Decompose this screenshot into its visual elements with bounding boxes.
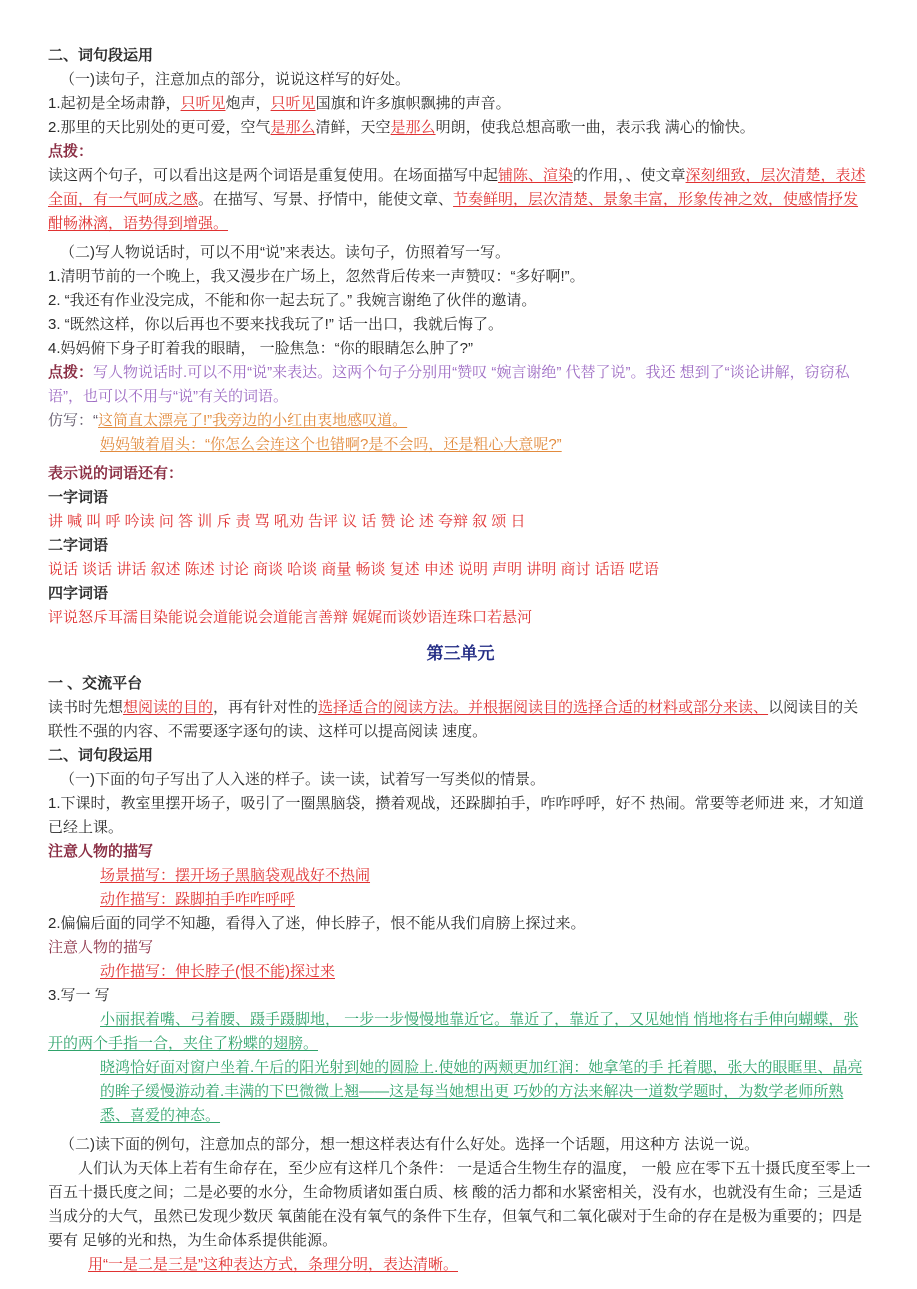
action-description-2: [100, 960, 873, 984]
conclusion-text: 用“一是二是三是”这种表达方式，条理分明，表达清晰。: [88, 1256, 458, 1273]
pointer-paragraph-2: [48, 361, 873, 409]
pointer-label: 点拨：: [48, 143, 94, 160]
unit3-title: 第三单元: [426, 644, 495, 663]
highlighted-phrase: 只听见: [180, 95, 226, 112]
pointer-label: 点拨：: [48, 364, 94, 381]
two-char-words-list: 说话 谈话 讲话 叙述 陈述 讨论 商谈 哈谈 商量 畅谈 复述 申述 说明 声明 讲明 商讨 话语 呓语: [48, 561, 659, 578]
annotation-text: 动作描写：伸长脖子(恨不能)探过来: [100, 963, 335, 980]
section2-question2: （二)读下面的例句，注意加点的部分，想一想这样表达有什么好处。选择一个话题，用这种方 法说一说。: [60, 1136, 760, 1153]
words-heading: 表示说的词语还有：: [48, 465, 184, 482]
one-char-words-list: 讲 喊 叫 呼 吟读 问 答 训 斥 责 骂 吼劝 告评 议 话 赞 论 述 夸辩 叙 颂 日: [48, 513, 526, 530]
class-scene-sentence: 1.下课时，教室里摆开场子，吸引了一圈黑脑袋，攒着观战，还跺脚拍手，咋咋呼呼，好不 热闹。常要等老师进 来，才知道已经上课。: [48, 795, 864, 836]
highlighted-phrase: 节奏鲜明，层次清楚、景象丰富，形象传神之效，使感情抒发酣畅淋漓，语势得到增强。: [48, 191, 859, 232]
example-sentence-2: [48, 116, 873, 140]
conclusion-line: [88, 1253, 873, 1277]
imitation-label: 仿写：“: [48, 412, 98, 429]
speech-sentence-4: 4.妈妈俯下身子盯着我的眼睛， 一脸焦急：“你的眼睛怎么肿了?”: [48, 340, 474, 357]
write-practice-heading: 3.写一 写: [48, 987, 110, 1004]
text-segment: 炮声，: [225, 95, 271, 112]
text-segment: ，再有针对性的: [213, 699, 319, 716]
note-heading-2: 注意人物的描写: [48, 939, 154, 956]
text-segment: 清鲜，天空: [315, 119, 391, 136]
text-segment: 读这两个句子，可以看出这是两个词语是重复使用。在场面描写中起: [48, 167, 499, 184]
sample-writing-1: [48, 1008, 873, 1056]
text-segment: 国旗和许多旗帜飘拂的声音。: [315, 95, 511, 112]
note-text: 写人物说话时.可以不用“说”来表达。这两个句子分别用“赞叹 “婉言谢绝” 代替了说”。我还 想到了“谈论讲解，窃窃私语”，也可以不用与“说”有关的词语。: [48, 364, 850, 405]
note-heading-1: 注意人物的描写: [48, 843, 154, 860]
imitation-line-1: [48, 409, 873, 433]
section2-question1: （一)下面的句子写出了人入迷的样子。读一读，试着写一写类似的情景。: [60, 771, 545, 788]
one-char-words-heading: 一字词语: [48, 489, 109, 506]
imitation-line-2: [100, 433, 873, 457]
text-segment: 2.那里的天比别处的更可爱，空气: [48, 119, 271, 136]
two-char-words-heading: 二字词语: [48, 537, 109, 554]
text-segment: 以阅读目的关联性不强的内容、不需要逐字逐句的读、这样可以提高阅读 速度。: [48, 699, 859, 740]
life-conditions-paragraph: 人们认为天体上若有生命存在，至少应有这样几个条件： 一是适合生物生存的温度， 一般 应在零下五十摄氏度至零上一百五十摄氏度之间；二是必要的水分，生命物质诸如蛋白质、核 酸的活力都和水紧密相关，没有水，也就没有生命；三是适当成分的大气，虽然已发现少数厌 氧菌能在没有氧气的条件下生存，但氧气和二氧化碳对于生命的存在是极为重要的；四是要有 足够的光和热，为生命体系提供能源。: [48, 1160, 871, 1249]
highlighted-phrase: 只听见: [270, 95, 316, 112]
section1-question2: （二)写人物说话时，可以不用“说”来表达。读句子，仿照着写一写。: [60, 244, 510, 261]
scene-description: [100, 864, 873, 888]
highlighted-phrase: 是那么: [270, 119, 316, 136]
classmate-sentence: 2.偏偏后面的同学不知趣，看得入了迷，伸长脖子，恨不能从我们肩膀上探过来。: [48, 915, 586, 932]
exchange-platform-heading: 一 、交流平台: [48, 675, 143, 692]
section2-title: 二、词句段运用: [48, 747, 154, 764]
sample-sentence: 妈妈皱着眉头：“你怎么会连这个也错啊?是不会吗，还是粗心大意呢?”: [100, 436, 562, 453]
sample-writing-2: [100, 1056, 873, 1128]
text-segment: 。在描写、写景、抒情中，能使文章、: [198, 191, 454, 208]
speech-sentence-2: 2. “我还有作业没完成，不能和你一起去玩了。” 我婉言谢绝了伙伴的邀请。: [48, 292, 537, 309]
text-segment: 读书时先想: [48, 699, 124, 716]
sample-sentence: 这简直太漂亮了!”我旁边的小红由衷地感叹道。: [98, 412, 408, 429]
text-segment: 的作用，、使文章: [573, 167, 686, 184]
speech-sentence-3: 3. “既然这样，你以后再也不要来找我玩了!” 话一出口，我就后悔了。: [48, 316, 504, 333]
section1-title: 二、词句段运用: [48, 47, 154, 64]
four-char-words-heading: 四字词语: [48, 585, 109, 602]
highlighted-phrase: 选择适合的阅读方法。并根据阅读目的选择合适的材料或部分来读、: [318, 699, 769, 716]
exchange-platform-paragraph: [48, 696, 873, 744]
highlighted-phrase: 想阅读的目的: [123, 699, 214, 716]
text-segment: 1.起初是全场肃静，: [48, 95, 181, 112]
sample-text: 小丽抿着嘴、弓着腰、蹑手蹑脚地， 一步一步慢慢地靠近它。靠近了，靠近了，又见她悄 悄地将右手伸向蝴蝶，张开的两个手指一合，夹住了粉蝶的翅膀。: [48, 1011, 859, 1052]
sample-text: 晓鸿恰好面对窗户坐着.午后的阳光射到她的圆脸上.使她的两颊更加红润：她拿笔的手 托着腮，张大的眼眶里、晶亮的眸子缓慢游动着.丰满的下巴微微上翘——这是每当她想出更 巧妙的方法来解决一道数学题时，为数学老师所熟悉、喜爱的神态。: [100, 1059, 863, 1124]
speech-sentence-1: 1.清明节前的一个晚上，我又漫步在广场上，忽然背后传来一声赞叹：“多好啊!”。: [48, 268, 585, 285]
text-segment: 明朗，使我总想高歌一曲，表示我 满心的愉快。: [435, 119, 755, 136]
annotation-text: 场景描写：摆开场子黑脑袋观战好不热闹: [100, 867, 371, 884]
highlighted-phrase: 深刻细致，层次清楚，表述全面，有一气呵成之感: [48, 167, 866, 208]
four-char-words-list: 评说怒斥耳濡目染能说会道能说会道能言善辩 娓娓而谈妙语连珠口若悬河: [48, 609, 533, 626]
highlighted-phrase: 铺陈、渲染: [498, 167, 574, 184]
section1-question1: （一)读句子，注意加点的部分，说说这样写的好处。: [60, 71, 410, 88]
annotation-text: 动作描写：跺脚拍手咋咋呼呼: [100, 891, 296, 908]
action-description-1: [100, 888, 873, 912]
example-sentence-1: [48, 92, 873, 116]
highlighted-phrase: 是那么: [390, 119, 436, 136]
pointer-paragraph-1: [48, 164, 873, 236]
